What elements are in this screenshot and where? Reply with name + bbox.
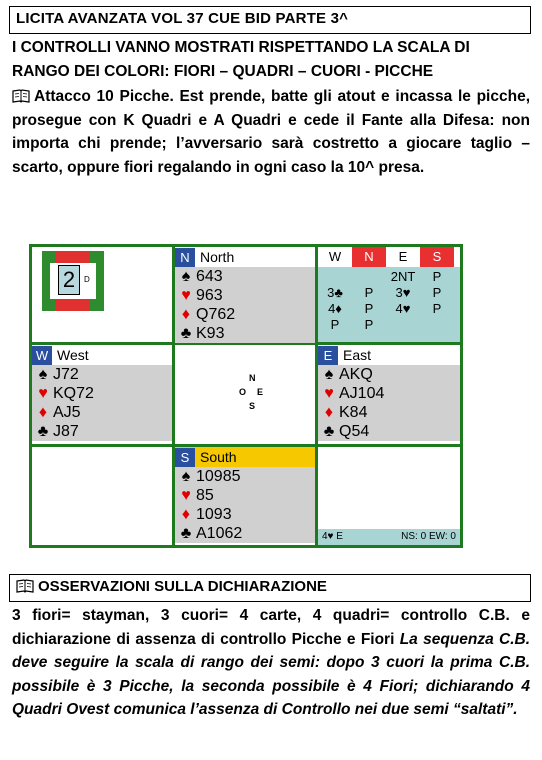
diamond-icon: ♦ [324,404,334,421]
board-number: 2 [58,265,80,295]
book-icon [12,89,30,103]
seat-badge-north: N [175,248,195,267]
observations-title: OSSERVAZIONI SULLA DICHIARAZIONE [38,578,327,595]
club-icon: ♣ [180,325,192,342]
observations-italic-text: La sequenza C.B. deve seguire la scala di rango dei semi: dopo 3 cuori la prima C.B. possibile è 3 Picche, la seconda possibile è 4 Fiori; dichiarando 4 Quadri Ovest comunica l’assenza di Controllo nei due semi “saltati”. [12,630,530,718]
bid-cell: P [432,269,442,284]
spade-icon: ♠ [181,468,191,485]
play-note-text: Attacco 10 Picche. Est prende, batte gli atout e incassa le picche, prosegue con K Quadri e A Quadri e cede il Fante alla Difesa: non importa chi prende; l’avversario sarà costretto a giocare taglio – scarto, oppure fiori regalando in ogni caso la 10^ presa. [12,88,530,176]
board-indicator [42,251,104,311]
bid-cell: P [432,285,442,300]
compass-icon: N O E S [239,373,264,411]
club-icon: ♣ [37,423,49,440]
hand-west [32,345,172,444]
south-diamonds: 1093 [196,506,232,523]
bid-header-e: E [398,249,408,264]
intro-paragraph: I CONTROLLI VANNO MOSTRATI RISPETTANDO LA SCALA DI RANGO DEI COLORI: FIORI – QUADRI – CUORI - PICCHE [12,39,470,80]
south-spades: 10985 [196,468,241,485]
hand-east [318,345,460,444]
score-label: NS: 0 EW: 0 [401,531,456,542]
spade-icon: ♠ [324,366,334,383]
heart-icon: ♥ [181,287,191,304]
north-hearts: 963 [196,287,223,304]
diamond-icon: ♦ [181,506,191,523]
result-bar [318,529,460,545]
heart-icon: ♥ [324,385,334,402]
seat-name-east: East [343,347,372,363]
north-spades: 643 [196,268,223,285]
seat-badge-east: E [318,346,338,365]
east-diamonds: K84 [339,404,368,421]
dealer-mark: D [84,275,90,284]
bid-cell: 3♣ [327,285,343,300]
club-icon: ♣ [180,525,192,542]
west-clubs: J87 [53,423,79,440]
empty-cell [32,447,172,545]
west-diamonds: AJ5 [53,404,81,421]
east-clubs: Q54 [339,423,370,440]
bid-header-n: N [352,247,386,267]
bid-cell: 2NT [390,269,416,284]
play-note-paragraph [12,85,530,179]
south-clubs: A1062 [196,525,243,542]
south-hearts: 85 [196,487,214,504]
west-hearts: KQ72 [53,385,94,402]
east-hearts: AJ104 [339,385,385,402]
bid-cell: P [432,301,442,316]
bridge-diagram [29,244,463,548]
bidding-sequence [318,267,460,337]
bid-header-w: W [328,249,342,264]
seat-name-north: North [200,249,235,265]
contract-label: 4♥ E [322,531,343,542]
document-title: LICITA AVANZATA VOL 37 CUE BID PARTE 3^ [9,6,531,34]
bid-cell: P [364,317,374,332]
observations-header [9,574,531,602]
bid-cell: P [330,317,340,332]
table-center [175,345,315,444]
bid-cell: 3♥ [395,285,411,300]
observations-text: 3 fiori= stayman, 3 cuori= 4 carte, 4 quadri= controllo C.B. e dichiarazione di assenza di controllo Picche e Fiori [12,607,530,648]
bid-cell: 4♦ [328,301,342,316]
hand-south [175,447,315,545]
bid-cell: 4♥ [395,301,411,316]
board-info-cell [32,247,172,342]
diamond-icon: ♦ [181,306,191,323]
club-icon: ♣ [323,423,335,440]
east-spades: AKQ [339,366,373,383]
bid-header-s: S [420,247,454,267]
west-spades: J72 [53,366,79,383]
seat-name-south: South [200,449,237,465]
spade-icon: ♠ [181,268,191,285]
bidding-panel [318,247,460,342]
diamond-icon: ♦ [38,404,48,421]
observations-paragraph [12,604,530,722]
heart-icon: ♥ [38,385,48,402]
heart-icon: ♥ [181,487,191,504]
hand-north [175,247,315,342]
result-cell [318,447,460,545]
bid-cell: P [364,301,374,316]
book-icon [16,579,34,593]
spade-icon: ♠ [38,366,48,383]
seat-name-west: West [57,347,89,363]
seat-badge-west: W [32,346,52,365]
north-diamonds: Q762 [196,306,236,323]
seat-badge-south: S [175,448,195,467]
north-clubs: K93 [196,325,225,342]
bid-cell: P [364,285,374,300]
